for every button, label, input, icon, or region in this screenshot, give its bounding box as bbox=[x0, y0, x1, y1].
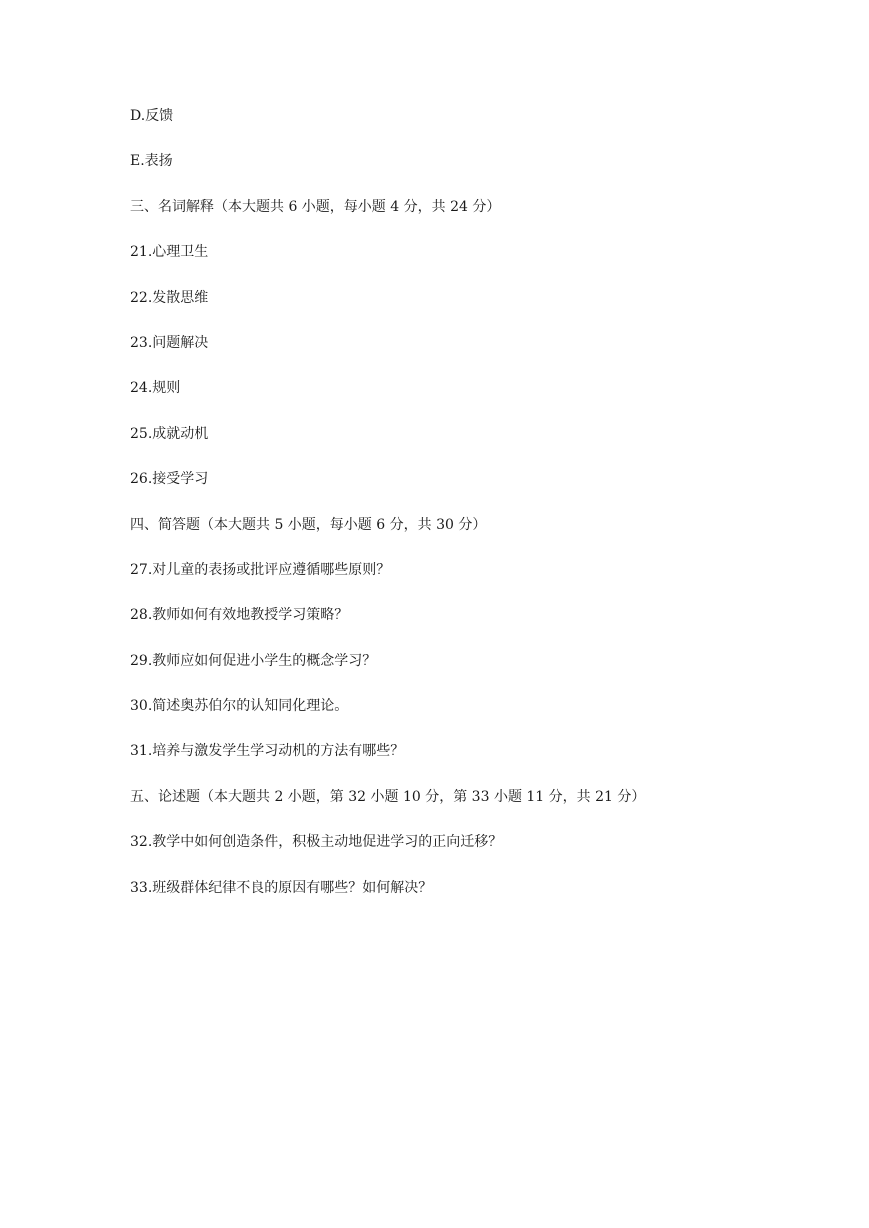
question-29: 29.教师应如何促进小学生的概念学习？ bbox=[130, 652, 377, 669]
option-d: D.反馈 bbox=[130, 108, 174, 124]
option-e: E.表扬 bbox=[130, 153, 173, 170]
question-32: 32.教学中如何创造条件，积极主动地促进学习的正向迁移？ bbox=[130, 834, 503, 851]
question-21: 21.心理卫生 bbox=[130, 244, 209, 261]
question-25: 25.成就动机 bbox=[130, 425, 209, 442]
question-28: 28.教师如何有效地教授学习策略？ bbox=[130, 607, 349, 624]
document-body bbox=[130, 104, 830, 921]
question-26: 26.接受学习 bbox=[130, 471, 209, 488]
question-23: 23.问题解决 bbox=[130, 334, 209, 351]
question-33: 33.班级群体纪律不良的原因有哪些？如何解决？ bbox=[130, 879, 433, 896]
question-31: 31.培养与激发学生学习动机的方法有哪些？ bbox=[130, 743, 405, 760]
question-30: 30.简述奥苏伯尔的认知同化理论。 bbox=[130, 698, 349, 715]
section-heading-short-answer: 四、简答题（本大题共 5 小题，每小题 6 分，共 30 分） bbox=[130, 516, 487, 533]
question-22: 22.发散思维 bbox=[130, 289, 209, 306]
section-heading-essay: 五、论述题（本大题共 2 小题，第 32 小题 10 分，第 33 小题 11 分，共 21 分） bbox=[130, 788, 646, 805]
section-heading-terms: 三、名词解释（本大题共 6 小题，每小题 4 分，共 24 分） bbox=[130, 198, 501, 215]
question-27: 27.对儿童的表扬或批评应遵循哪些原则？ bbox=[130, 561, 391, 578]
question-24: 24.规则 bbox=[130, 380, 181, 397]
